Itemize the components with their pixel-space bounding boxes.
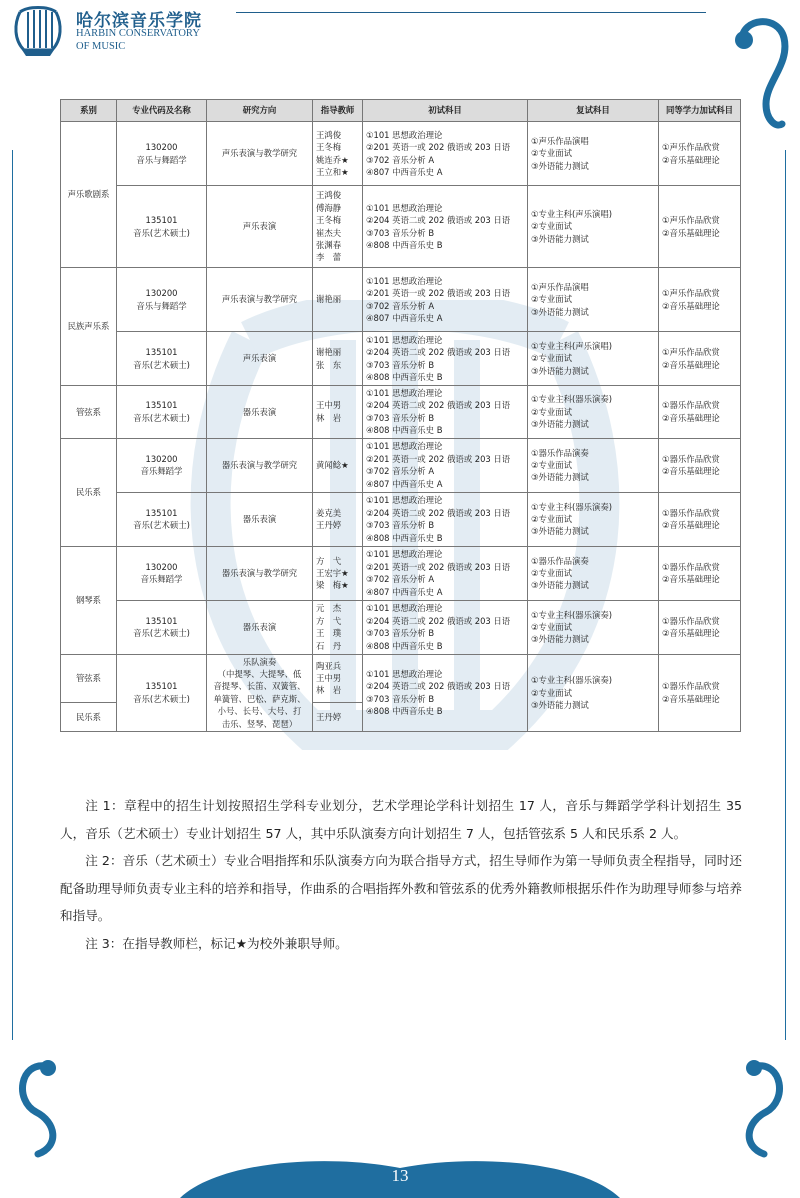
extra-subjects-cell: ①器乐作品欣赏 ②音乐基础理论	[659, 546, 741, 600]
retest-subjects-cell: ①专业主科(声乐演唱) ②专业面试 ③外语能力测试	[528, 186, 659, 268]
table-row	[61, 122, 741, 186]
department-cell: 民乐系	[61, 702, 117, 731]
table-row	[61, 186, 741, 268]
notes-section	[60, 792, 742, 957]
page-number: 13	[391, 1166, 409, 1185]
retest-subjects-cell: ①器乐作品演奏 ②专业面试 ③外语能力测试	[528, 546, 659, 600]
retest-subjects-cell: ①器乐作品演奏 ②专业面试 ③外语能力测试	[528, 438, 659, 492]
prelim-subjects-cell: ①101 思想政治理论 ②204 英语二或 202 俄语或 203 日语 ③703 音乐分析 B ④808 中西音乐史 B	[363, 654, 528, 731]
program-code-cell: 135101 音乐(艺术硕士)	[117, 186, 207, 268]
advisor-cell: 王中男 林 岩	[313, 386, 363, 439]
extra-subjects-cell: ①声乐作品欣赏 ②音乐基础理论	[659, 122, 741, 186]
advisor-cell: 元 杰 方 弋 王 璞 石 丹	[313, 600, 363, 654]
advisor-cell: 王鸿俊 傅海静 王冬梅 崔杰夫 张渊春 李 蕾	[313, 186, 363, 268]
table-row	[61, 492, 741, 546]
column-header: 复试科目	[528, 100, 659, 122]
column-header: 初试科目	[363, 100, 528, 122]
column-header: 指导教师	[313, 100, 363, 122]
retest-subjects-cell: ①专业主科(声乐演唱) ②专业面试 ③外语能力测试	[528, 332, 659, 386]
column-header: 同等学力加试科目	[659, 100, 741, 122]
header-rule	[236, 12, 706, 13]
retest-subjects-cell: ①专业主科(器乐演奏) ②专业面试 ③外语能力测试	[528, 386, 659, 439]
extra-subjects-cell: ①器乐作品欣赏 ②音乐基础理论	[659, 600, 741, 654]
school-name-cn: 哈尔滨音乐学院	[76, 11, 202, 31]
table-row	[61, 546, 741, 600]
prelim-subjects-cell: ①101 思想政治理论 ②204 英语二或 202 俄语或 203 日语 ③703 音乐分析 B ④808 中西音乐史 B	[363, 332, 528, 386]
program-code-cell: 130200 音乐舞蹈学	[117, 438, 207, 492]
program-code-cell: 135101 音乐(艺术硕士)	[117, 654, 207, 731]
direction-cell: 声乐表演	[207, 332, 313, 386]
department-cell: 管弦系	[61, 654, 117, 702]
prelim-subjects-cell: ①101 思想政治理论 ②204 英语二或 202 俄语或 203 日语 ③703 音乐分析 B ④808 中西音乐史 B	[363, 600, 528, 654]
retest-subjects-cell: ①专业主科(器乐演奏) ②专业面试 ③外语能力测试	[528, 600, 659, 654]
department-cell: 民族声乐系	[61, 268, 117, 386]
direction-cell: 器乐表演与教学研究	[207, 546, 313, 600]
retest-subjects-cell: ①声乐作品演唱 ②专业面试 ③外语能力测试	[528, 268, 659, 332]
program-code-cell: 135101 音乐(艺术硕士)	[117, 600, 207, 654]
program-code-cell: 135101 音乐(艺术硕士)	[117, 492, 207, 546]
table-header-row	[61, 100, 741, 122]
direction-cell: 器乐表演	[207, 492, 313, 546]
column-header: 专业代码及名称	[117, 100, 207, 122]
prelim-subjects-cell: ①101 思想政治理论 ②204 英语二或 202 俄语或 203 日语 ③703 音乐分析 B ④808 中西音乐史 B	[363, 386, 528, 439]
program-code-cell: 135101 音乐(艺术硕士)	[117, 386, 207, 439]
direction-cell: 声乐表演	[207, 186, 313, 268]
extra-subjects-cell: ①器乐作品欣赏 ②音乐基础理论	[659, 438, 741, 492]
program-code-cell: 130200 音乐舞蹈学	[117, 546, 207, 600]
table-row	[61, 268, 741, 332]
direction-cell: 乐队演奏 （中提琴、大提琴、低 音提琴、长笛、双簧管、 单簧管、巴松、萨克斯、 小号、长号、大号、打 击乐、竖琴、琵琶）	[207, 654, 313, 731]
department-cell: 管弦系	[61, 386, 117, 439]
advisor-cell: 陶亚兵 王中男 林 岩	[313, 654, 363, 702]
retest-subjects-cell: ①专业主科(器乐演奏) ②专业面试 ③外语能力测试	[528, 654, 659, 731]
program-code-cell: 130200 音乐与舞蹈学	[117, 122, 207, 186]
extra-subjects-cell: ①声乐作品欣赏 ②音乐基础理论	[659, 268, 741, 332]
retest-subjects-cell: ①声乐作品演唱 ②专业面试 ③外语能力测试	[528, 122, 659, 186]
program-code-cell: 135101 音乐(艺术硕士)	[117, 332, 207, 386]
extra-subjects-cell: ①器乐作品欣赏 ②音乐基础理论	[659, 654, 741, 731]
prelim-subjects-cell: ①101 思想政治理论 ②201 英语一或 202 俄语或 203 日语 ③702 音乐分析 A ④807 中西音乐史 A	[363, 122, 528, 186]
department-cell: 民乐系	[61, 438, 117, 546]
advisor-cell: 方 弋 王宏宇★ 梁 梅★	[313, 546, 363, 600]
page-header	[0, 0, 800, 60]
advisor-cell: 谢艳丽 张 东	[313, 332, 363, 386]
note-paragraph: 注 1：章程中的招生计划按照招生学科专业划分，艺术学理论学科计划招生 17 人，音乐与舞蹈学学科计划招生 35 人，音乐（艺术硕士）专业计划招生 57 人，其中乐队演奏方向计划招生 7 人，包括管弦系 5 人和民乐系 2 人。	[60, 798, 742, 841]
table-row	[61, 386, 741, 439]
advisor-cell: 王丹婷	[313, 702, 363, 731]
table-row	[61, 332, 741, 386]
direction-cell: 声乐表演与教学研究	[207, 268, 313, 332]
bottom-left-clef-ornament-icon	[8, 1050, 78, 1160]
prelim-subjects-cell: ①101 思想政治理论 ②201 英语一或 202 俄语或 203 日语 ③702 音乐分析 A ④807 中西音乐史 A	[363, 438, 528, 492]
advisor-cell: 黄闻鲶★	[313, 438, 363, 492]
direction-cell: 器乐表演	[207, 600, 313, 654]
bottom-right-clef-ornament-icon	[724, 1050, 794, 1160]
extra-subjects-cell: ①器乐作品欣赏 ②音乐基础理论	[659, 386, 741, 439]
prelim-subjects-cell: ①101 思想政治理论 ②201 英语一或 202 俄语或 203 日语 ③702 音乐分析 A ④807 中西音乐史 A	[363, 546, 528, 600]
extra-subjects-cell: ①声乐作品欣赏 ②音乐基础理论	[659, 332, 741, 386]
note-paragraph: 注 2：音乐（艺术硕士）专业合唱指挥和乐队演奏方向为联合指导方式，招生导师作为第一导师负责全程指导，同时还配备助理导师负责专业主科的培养和指导，作曲系的合唱指挥外教和管弦系的优秀外籍教师根据乐件作为助理导师参与培养和指导。	[60, 853, 742, 923]
note-paragraph: 注 3：在指导教师栏，标记★为校外兼职导师。	[85, 935, 348, 951]
direction-cell: 器乐表演	[207, 386, 313, 439]
column-header: 系别	[61, 100, 117, 122]
extra-subjects-cell: ①声乐作品欣赏 ②音乐基础理论	[659, 186, 741, 268]
retest-subjects-cell: ①专业主科(器乐演奏) ②专业面试 ③外语能力测试	[528, 492, 659, 546]
column-header: 研究方向	[207, 100, 313, 122]
school-name-en-line2: OF MUSIC	[76, 41, 126, 52]
table-row	[61, 654, 741, 702]
harp-logo-icon	[10, 4, 66, 56]
advisor-cell: 谢艳丽	[313, 268, 363, 332]
table-row	[61, 438, 741, 492]
direction-cell: 声乐表演与教学研究	[207, 122, 313, 186]
advisor-cell: 姜克美 王丹婷	[313, 492, 363, 546]
table-row	[61, 600, 741, 654]
extra-subjects-cell: ①器乐作品欣赏 ②音乐基础理论	[659, 492, 741, 546]
school-name-en-line1: HARBIN CONSERVATORY	[76, 28, 200, 39]
advisor-cell: 王鸿俊 王冬梅 姚连乔★ 王立和★	[313, 122, 363, 186]
prelim-subjects-cell: ①101 思想政治理论 ②204 英语二或 202 俄语或 203 日语 ③703 音乐分析 B ④808 中西音乐史 B	[363, 492, 528, 546]
right-frame-line	[785, 150, 786, 1040]
prelim-subjects-cell: ①101 思想政治理论 ②204 英语二或 202 俄语或 203 日语 ③703 音乐分析 B ④808 中西音乐史 B	[363, 186, 528, 268]
prelim-subjects-cell: ①101 思想政治理论 ②201 英语一或 202 俄语或 203 日语 ③702 音乐分析 A ④807 中西音乐史 A	[363, 268, 528, 332]
department-cell: 声乐歌剧系	[61, 122, 117, 268]
enrollment-table	[60, 99, 741, 732]
program-code-cell: 130200 音乐与舞蹈学	[117, 268, 207, 332]
direction-cell: 器乐表演与教学研究	[207, 438, 313, 492]
left-frame-line	[12, 150, 13, 1040]
department-cell: 钢琴系	[61, 546, 117, 654]
